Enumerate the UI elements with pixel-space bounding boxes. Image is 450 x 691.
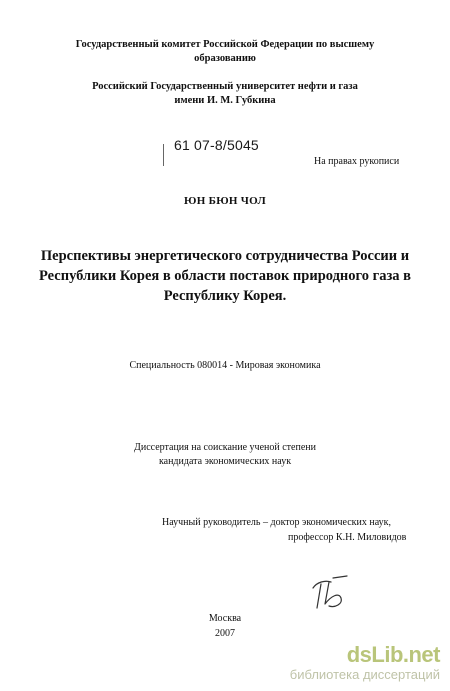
signature-icon bbox=[307, 574, 351, 612]
registration-number: 61 07-8/5045 bbox=[174, 137, 259, 153]
university-line-2: имени И. М. Губкина bbox=[174, 95, 276, 106]
dissertation-title bbox=[24, 246, 426, 306]
place-and-year bbox=[0, 611, 450, 641]
committee-heading bbox=[40, 38, 410, 66]
supervisor-line-2: профессор К.Н. Миловидов bbox=[288, 532, 407, 543]
city: Москва bbox=[208, 613, 242, 624]
university-heading bbox=[40, 80, 410, 108]
author-name: ЮН БЮН ЧОЛ bbox=[184, 195, 266, 207]
supervisor-block bbox=[162, 515, 406, 545]
degree-line-1: Диссертация на соискание ученой степени bbox=[134, 442, 316, 453]
committee-line-1: Государственный комитет Российской Федерации по высшему bbox=[75, 39, 375, 50]
committee-line-2: образованию bbox=[194, 53, 256, 64]
watermark-logo bbox=[290, 643, 440, 683]
degree-line-2: кандидата экономических наук bbox=[158, 456, 292, 467]
watermark-brand: dsLib.net bbox=[346, 642, 440, 667]
title-line-3: Республику Корея. bbox=[163, 288, 287, 304]
year: 2007 bbox=[215, 628, 235, 639]
watermark-subtitle: библиотека диссертаций bbox=[289, 667, 440, 682]
degree-statement bbox=[0, 441, 450, 469]
title-line-2: Республики Корея в области поставок природного газа в bbox=[39, 268, 411, 284]
university-line-1: Российский Государственный университет нефти и газа bbox=[92, 81, 358, 92]
title-line-1: Перспективы энергетического сотрудничества России и bbox=[40, 248, 410, 264]
supervisor-line-1: Научный руководитель – доктор экономических наук, bbox=[162, 517, 392, 528]
rights-note: На правах рукописи bbox=[314, 156, 400, 167]
registration-mark bbox=[163, 144, 164, 166]
specialty-line: Специальность 080014 - Мировая экономика bbox=[129, 360, 321, 371]
